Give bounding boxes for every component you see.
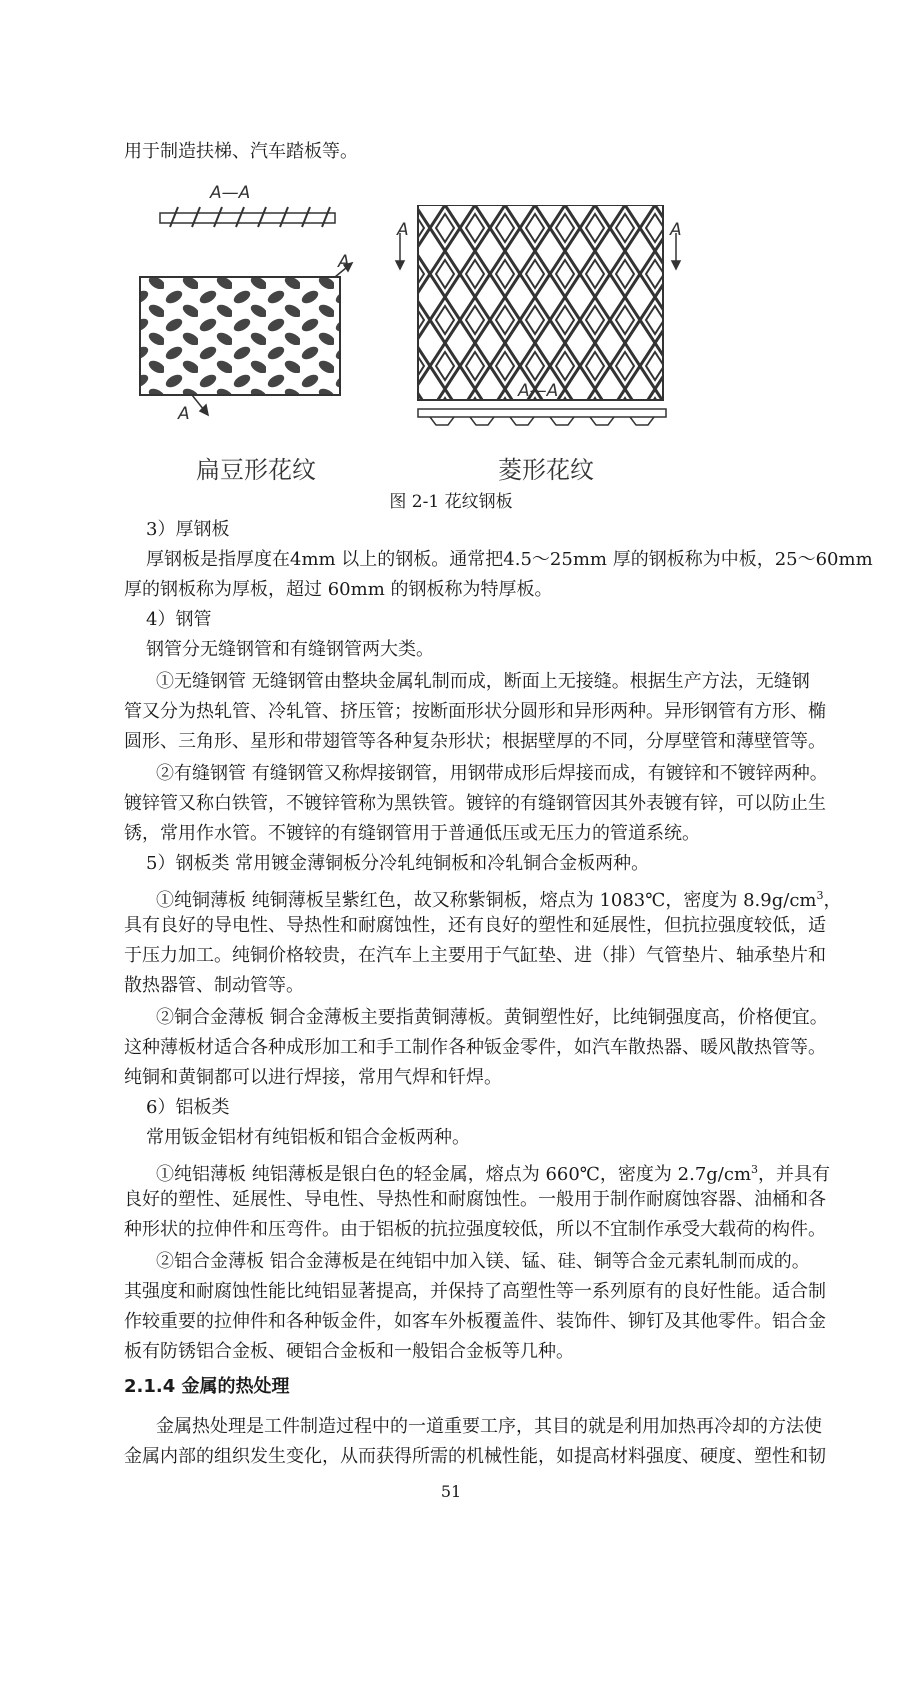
- paragraph-line: ②铜合金薄板 铜合金薄板主要指黄铜薄板。黄铜塑性好，比纯铜强度高，价格便宜。: [156, 1007, 828, 1028]
- heading-aluminum-plate: 6）铝板类: [146, 1097, 230, 1118]
- arrow-label-left-top: A: [338, 252, 350, 272]
- arrow-label-right-1: A: [397, 220, 409, 240]
- paragraph-line: 其强度和耐腐蚀性能比纯铝显著提高，并保持了高塑性等一系列原有的良好性能。适合制: [124, 1281, 826, 1302]
- heading-thick-plate: 3）厚钢板: [146, 519, 230, 540]
- paragraph-line: 这种薄板材适合各种成形加工和手工制作各种钣金零件，如汽车散热器、暖风散热管等。: [124, 1037, 826, 1058]
- paragraph-line: 圆形、三角形、星形和带翅管等各种复杂形状；根据壁厚的不同，分厚壁管和薄壁管等。: [124, 731, 826, 752]
- superscript: 3: [751, 1163, 759, 1176]
- paragraph-line: 镀锌管又称白铁管，不镀锌管称为黑铁管。镀锌的有缝钢管因其外表镀有锌，可以防止生: [124, 793, 826, 814]
- paragraph-line: 板有防锈铝合金板、硬铝合金板和一般铝合金板等几种。: [124, 1341, 574, 1362]
- text-span: ①纯铝薄板 纯铝薄板是银白色的轻金属，熔点为 660℃，密度为 2.7g/cm: [156, 1164, 752, 1185]
- paragraph-line: 金属热处理是工件制造过程中的一道重要工序，其目的就是利用加热再冷却的方法使: [156, 1416, 822, 1437]
- paragraph-line: 散热器管、制动管等。: [124, 975, 304, 996]
- paragraph-line: 具有良好的导电性、导热性和耐腐蚀性，还有良好的塑性和延展性，但抗拉强度较低，适: [124, 915, 826, 936]
- text-span: ，并具有: [758, 1164, 831, 1185]
- lentil-pattern-plate: [140, 277, 340, 395]
- paragraph-line: 钢管分无缝钢管和有缝钢管两大类。: [146, 639, 434, 660]
- paragraph-line: ①无缝钢管 无缝钢管由整块金属轧制而成，断面上无接缝。根据生产方法，无缝钢: [156, 671, 810, 692]
- paragraph-line: 于压力加工。纯铜价格较贵，在汽车上主要用于气缸垫、进（排）气管垫片、轴承垫片和: [124, 945, 826, 966]
- right-section-view: [418, 409, 666, 425]
- intro-line: 用于制造扶梯、汽车踏板等。: [124, 141, 358, 162]
- arrow-label-right-2: A: [670, 220, 682, 240]
- paragraph-line: 管又分为热轧管、冷轧管、挤压管；按断面形状分圆形和异形两种。异形钢管有方形、椭: [124, 701, 826, 722]
- right-figure-caption: 菱形花纹: [498, 456, 594, 484]
- left-figure-caption: 扁豆形花纹: [196, 456, 316, 484]
- left-section-view: [160, 207, 335, 227]
- arrow-label-left-bottom: A: [178, 404, 190, 424]
- paragraph-line: 厚的钢板称为厚板，超过 60mm 的钢板称为特厚板。: [124, 579, 553, 600]
- figure-title: 图 2-1 花纹钢板: [389, 492, 513, 512]
- section-title: 2.1.4 金属的热处理: [124, 1376, 290, 1397]
- text-span: ，: [823, 890, 842, 911]
- right-section-label: A—A: [518, 381, 559, 401]
- page-number: 51: [440, 1482, 462, 1501]
- paragraph-line: 金属内部的组织发生变化，从而获得所需的机械性能，如提高材料强度、硬度、塑性和韧: [124, 1446, 826, 1467]
- superscript: 3: [816, 889, 824, 902]
- left-section-label: A—A: [210, 183, 251, 203]
- paragraph-line: 厚钢板是指厚度在4mm 以上的钢板。通常把4.5～25mm 厚的钢板称为中板，25～60mm: [146, 549, 873, 570]
- paragraph-line: ②有缝钢管 有缝钢管又称焊接钢管，用钢带成形后焊接而成，有镀锌和不镀锌两种。: [156, 763, 828, 784]
- paragraph-line: 作较重要的拉伸件和各种钣金件，如客车外板覆盖件、装饰件、铆钉及其他零件。铝合金: [124, 1311, 826, 1332]
- paragraph-line: ②铝合金薄板 铝合金薄板是在纯铝中加入镁、锰、硅、铜等合金元素轧制而成的。: [156, 1251, 810, 1272]
- heading-copper-plate: 5）钢板类 常用镀金薄铜板分冷轧纯铜板和冷轧铜合金板两种。: [146, 853, 650, 874]
- text-span: ①纯铜薄板 纯铜薄板呈紫红色，故又称紫铜板，熔点为 1083℃，密度为 8.9g/cm: [156, 890, 817, 911]
- paragraph-line: 锈，常用作水管。不镀锌的有缝钢管用于普通低压或无压力的管道系统。: [124, 823, 700, 844]
- paragraph-line: 纯铜和黄铜都可以进行焊接，常用气焊和钎焊。: [124, 1067, 502, 1088]
- heading-steel-pipe: 4）钢管: [146, 609, 212, 630]
- diamond-pattern-plate: [418, 205, 663, 400]
- paragraph-line: 良好的塑性、延展性、导电性、导热性和耐腐蚀性。一般用于制作耐腐蚀容器、油桶和各: [124, 1189, 826, 1210]
- paragraph-line: 常用钣金铝材有纯铝板和铝合金板两种。: [146, 1127, 470, 1148]
- paragraph-line: 种形状的拉伸件和压弯件。由于铝板的抗拉强度较低，所以不宜制作承受大载荷的构件。: [124, 1219, 826, 1240]
